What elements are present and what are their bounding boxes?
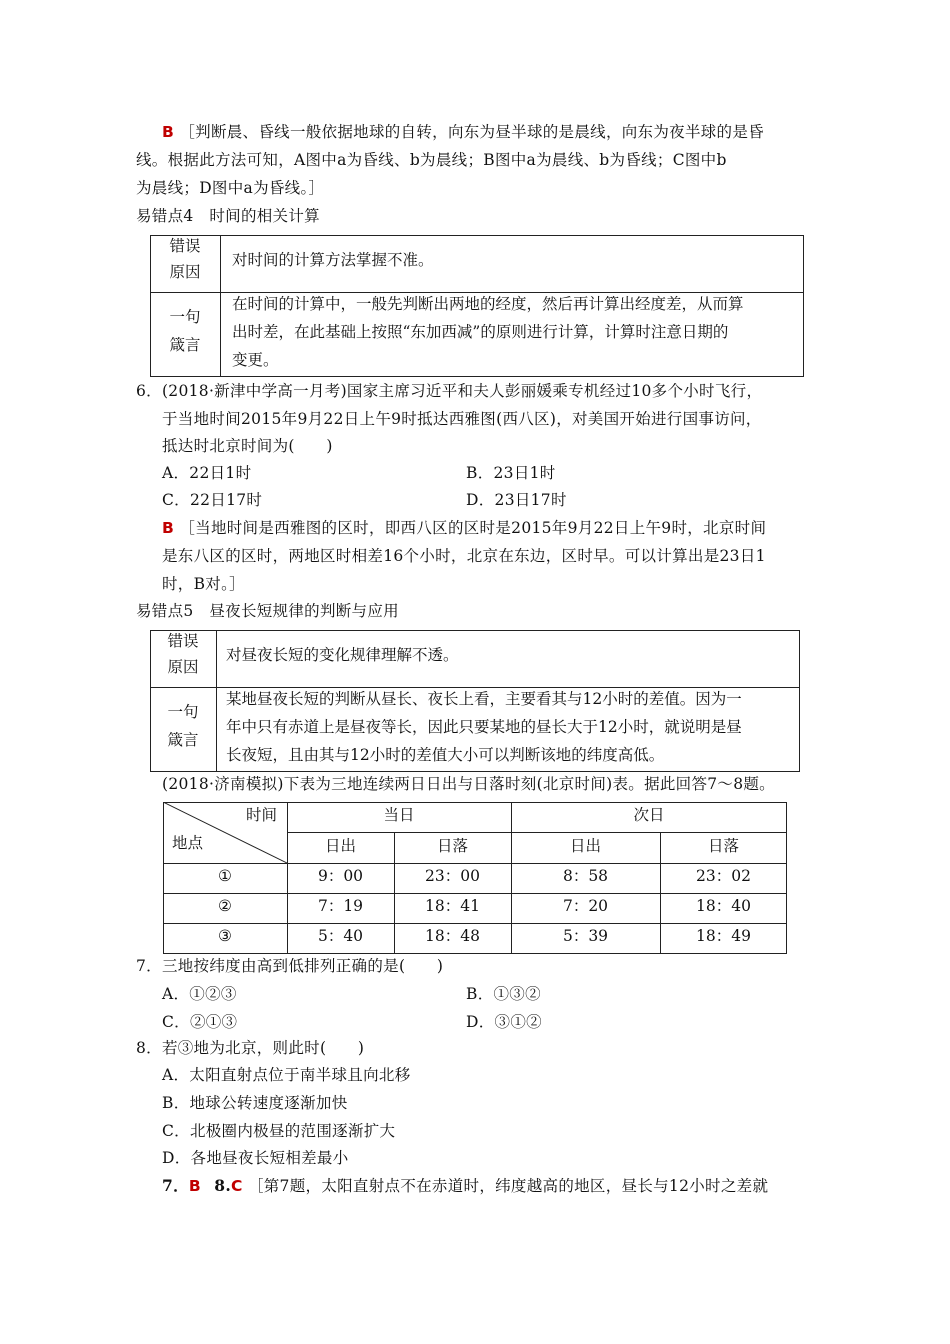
answer-letter: B xyxy=(162,123,175,141)
header-time: 时间 xyxy=(246,806,278,824)
row-label: 原因 xyxy=(167,658,199,676)
row-label: 箴言 xyxy=(167,731,199,749)
table-cell: 5：39 xyxy=(562,927,609,945)
option-a: A．①②③ xyxy=(162,985,237,1003)
table-cell-place: ② xyxy=(218,897,232,915)
answer-letter: B xyxy=(188,1177,202,1195)
option-d: D．各地昼夜长短相差最小 xyxy=(162,1149,349,1167)
option-d: D．③①② xyxy=(466,1013,542,1031)
row-label: 错误 xyxy=(167,632,199,650)
answer-letter: B xyxy=(162,519,175,537)
table-cell: 18：48 xyxy=(425,927,480,945)
explanation-text: ［当地时间是西雅图的区时，即西八区的区时是2015年9月22日上午9时，北京时间 xyxy=(179,519,767,537)
option-b: B．23日1时 xyxy=(466,464,556,482)
table-cell: 9：00 xyxy=(317,867,364,885)
question-stem: 于当地时间2015年9月22日上午9时抵达西雅图(西八区)，对美国开始进行国事访问， xyxy=(162,410,762,428)
header-day1: 当日 xyxy=(383,806,415,824)
table-cell: 18：41 xyxy=(425,897,480,915)
table-cell-place: ③ xyxy=(218,927,232,945)
answer-line xyxy=(162,1176,768,1196)
section-heading: 易错点4 时间的相关计算 xyxy=(136,207,320,225)
answer-line xyxy=(162,518,766,538)
header-day2: 次日 xyxy=(633,806,665,824)
explanation-text: 是东八区的区时，两地区时相差16个小时，北京在东边，区时早。可以计算出是23日1 xyxy=(162,547,766,565)
question-intro: (2018·济南模拟)下表为三地连续两日日出与日落时刻(北京时间)表。据此回答7～8题。 xyxy=(162,775,775,793)
tip-text: 对昼夜长短的变化规律理解不透。 xyxy=(226,646,459,664)
option-b: B．地球公转速度逐渐加快 xyxy=(162,1094,348,1112)
option-a: A．太阳直射点位于南半球且向北移 xyxy=(162,1066,411,1084)
row-label: 原因 xyxy=(169,263,201,281)
tip-text: 某地昼夜长短的判断从昼长、夜长上看，主要看其与12小时的差值。因为一 xyxy=(226,690,742,708)
option-b: B．①③② xyxy=(466,985,541,1003)
explanation-text: 时，B对。］ xyxy=(162,575,245,593)
table-cell: 7：20 xyxy=(562,897,609,915)
question-number: 8. xyxy=(214,1176,232,1195)
explanation-text: ［判断晨、昏线一般依据地球的自转，向东为昼半球的是晨线，向东为夜半球的是昏 xyxy=(179,123,764,141)
table-cell: 23：00 xyxy=(425,867,480,885)
row-label: 箴言 xyxy=(169,336,201,354)
row-label: 错误 xyxy=(169,237,201,255)
question-stem: 8．若③地为北京，则此时( ) xyxy=(136,1039,365,1057)
row-label: 一句 xyxy=(169,308,201,326)
tip-text: 年中只有赤道上是昼夜等长，因此只要某地的昼长大于12小时，就说明是昼 xyxy=(226,718,742,736)
explanation-text: 线。根据此方法可知，A图中a为昏线、b为晨线；B图中a为晨线、b为昏线；C图中b xyxy=(136,151,727,169)
option-a: A．22日1时 xyxy=(162,464,252,482)
header-sunrise: 日出 xyxy=(324,837,356,855)
table-cell: 5：40 xyxy=(317,927,364,945)
table-cell: 18：40 xyxy=(696,897,751,915)
section-heading: 易错点5 昼夜长短规律的判断与应用 xyxy=(136,602,399,620)
row-label: 一句 xyxy=(167,703,199,721)
tip-text: 对时间的计算方法掌握不准。 xyxy=(232,251,434,269)
question-stem: 抵达时北京时间为( ) xyxy=(162,437,333,455)
table-cell: 8：58 xyxy=(562,867,609,885)
header-sunset: 日落 xyxy=(436,837,468,855)
table-cell-place: ① xyxy=(218,867,232,885)
tip-text: 出时差，在此基础上按照“东加西减”的原则进行计算，计算时注意日期的 xyxy=(232,323,729,341)
explanation-text: ［第7题，太阳直射点不在赤道时，纬度越高的地区，昼长与12小时之差就 xyxy=(247,1177,769,1195)
header-sunrise: 日出 xyxy=(569,837,601,855)
question-stem: 7．三地按纬度由高到低排列正确的是( ) xyxy=(136,957,444,975)
header-place: 地点 xyxy=(172,834,204,852)
answer-letter: C xyxy=(231,1177,243,1195)
header-sunset: 日落 xyxy=(707,837,739,855)
answer-line xyxy=(162,122,764,142)
option-c: C．北极圈内极昼的范围逐渐扩大 xyxy=(162,1122,396,1140)
option-c: C．②①③ xyxy=(162,1013,238,1031)
explanation-text: 为晨线；D图中a为昏线。］ xyxy=(136,179,325,197)
question-number: 7． xyxy=(162,1176,189,1195)
table-cell: 7：19 xyxy=(317,897,364,915)
tip-text: 在时间的计算中，一般先判断出两地的经度，然后再计算出经度差，从而算 xyxy=(232,295,744,313)
question-stem: 6．(2018·新津中学高一月考)国家主席习近平和夫人彭丽媛乘专机经过10多个小时飞行， xyxy=(136,382,763,400)
tip-text: 长夜短，且由其与12小时的差值大小可以判断该地的纬度高低。 xyxy=(226,746,665,764)
option-d: D．23日17时 xyxy=(466,491,567,509)
table-cell: 23：02 xyxy=(696,867,751,885)
tip-text: 变更。 xyxy=(232,351,279,369)
option-c: C．22日17时 xyxy=(162,491,263,509)
table-cell: 18：49 xyxy=(696,927,751,945)
